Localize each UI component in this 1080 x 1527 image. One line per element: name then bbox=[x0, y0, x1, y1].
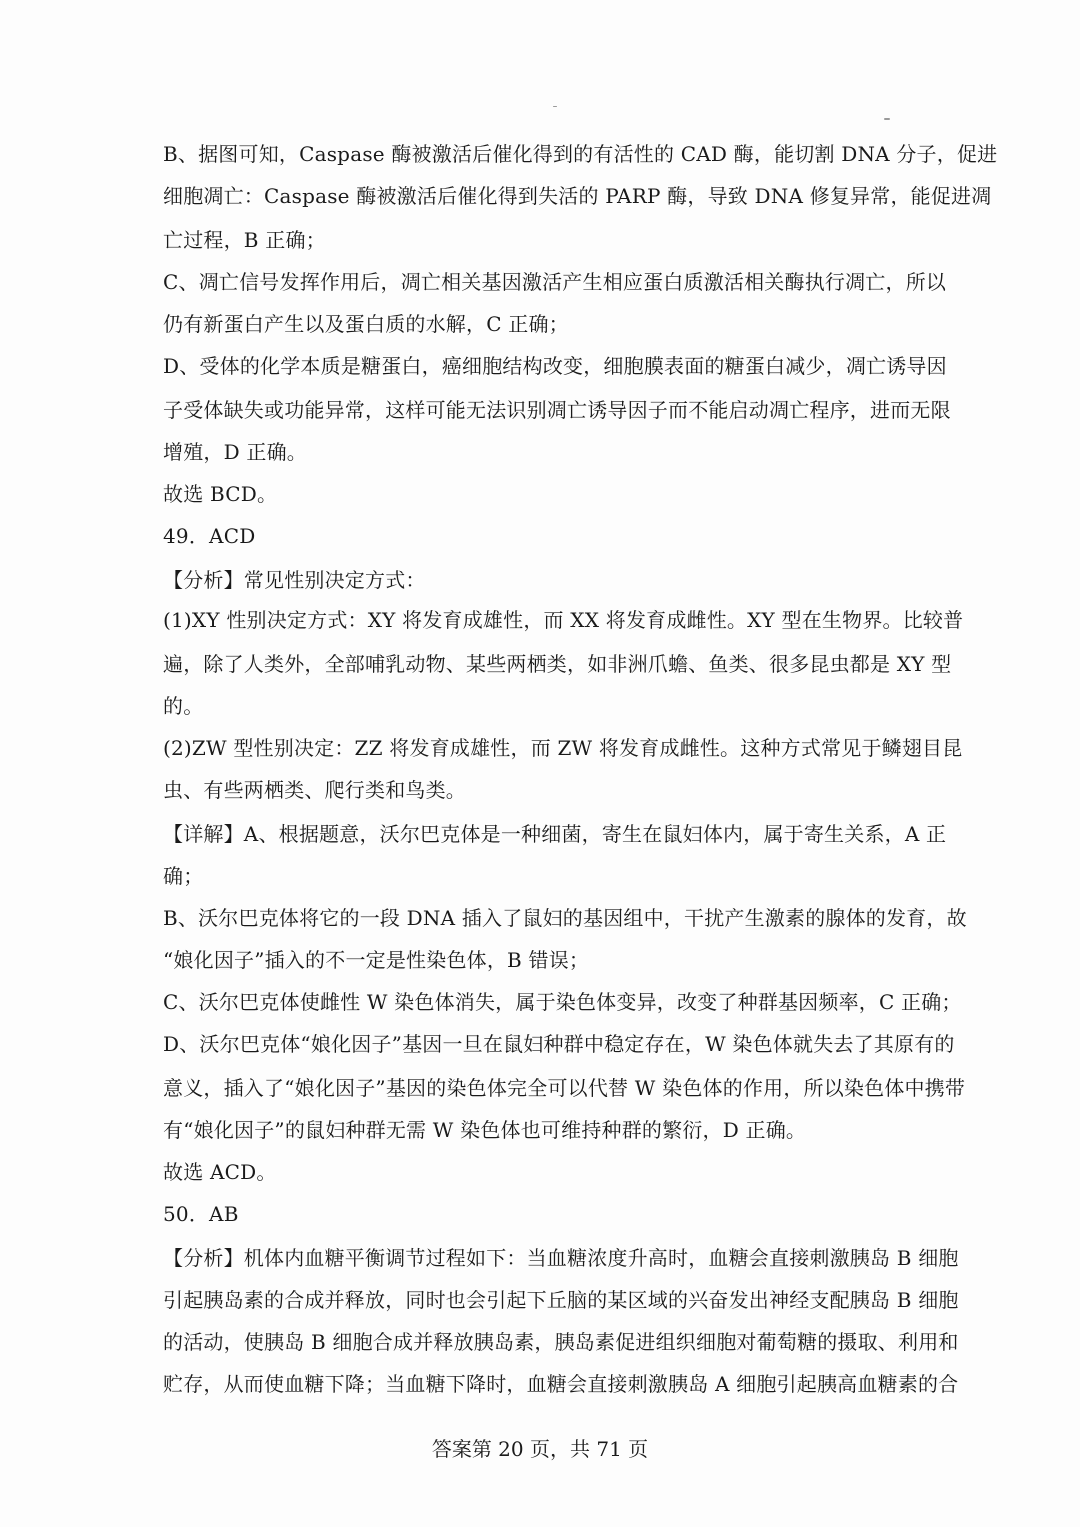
text-line: 【分析】常见性别决定方式： bbox=[163, 568, 426, 592]
page-footer: 答案第 20 页，共 71 页 bbox=[431, 1437, 649, 1461]
text-line: B、沃尔巴克体将它的一段 DNA 插入了鼠妇的基因组中，干扰产生激素的腺体的发育，故 bbox=[163, 906, 967, 930]
text-line: 意义，插入了“娘化因子”基因的染色体完全可以代替 W 染色体的作用，所以染色体中携带 bbox=[163, 1076, 966, 1100]
text-line: 【分析】机体内血糖平衡调节过程如下：当血糖浓度升高时，血糖会直接刺激胰岛 B 细胞 bbox=[163, 1246, 959, 1270]
text-line: 贮存，从而使血糖下降；当血糖下降时，血糖会直接刺激胰岛 A 细胞引起胰高血糖素的合 bbox=[163, 1372, 959, 1396]
text-line: D、受体的化学本质是糖蛋白，癌细胞结构改变，细胞膜表面的糖蛋白减少，凋亡诱导因 bbox=[163, 354, 947, 378]
text-line: 49．ACD bbox=[163, 524, 256, 548]
text-line: C、凋亡信号发挥作用后，凋亡相关基因激活产生相应蛋白质激活相关酶执行凋亡，所以 bbox=[163, 270, 947, 294]
text-line: 子受体缺失或功能异常，这样可能无法识别凋亡诱导因子而不能启动凋亡程序，进而无限 bbox=[163, 398, 951, 422]
text-line: B、据图可知，Caspase 酶被激活后催化得到的有活性的 CAD 酶，能切割 DNA 分子，促进 bbox=[163, 142, 998, 166]
scan-mark bbox=[553, 106, 557, 107]
text-line: 【详解】A、根据题意，沃尔巴克体是一种细菌，寄生在鼠妇体内，属于寄生关系，A 正 bbox=[163, 822, 947, 846]
text-line: 引起胰岛素的合成并释放，同时也会引起下丘脑的某区域的兴奋发出神经支配胰岛 B 细胞 bbox=[163, 1288, 959, 1312]
scan-mark bbox=[884, 118, 890, 120]
text-line: 仍有新蛋白产生以及蛋白质的水解，C 正确； bbox=[163, 312, 569, 336]
text-line: “娘化因子”插入的不一定是性染色体，B 错误； bbox=[163, 948, 590, 972]
text-line: (1)XY 性别决定方式：XY 将发育成雄性，而 XX 将发育成雌性。XY 型在生物界。比较普 bbox=[163, 608, 964, 632]
text-line: 确； bbox=[163, 864, 204, 888]
text-line: 的。 bbox=[163, 694, 204, 718]
text-line: 的活动，使胰岛 B 细胞合成并释放胰岛素，胰岛素促进组织细胞对葡萄糖的摄取、利用和 bbox=[163, 1330, 959, 1354]
text-line: 遍，除了人类外，全部哺乳动物、某些两栖类，如非洲爪蟾、鱼类、很多昆虫都是 XY 型 bbox=[163, 652, 952, 676]
text-line: 增殖，D 正确。 bbox=[163, 440, 307, 464]
text-line: 故选 BCD。 bbox=[163, 482, 278, 506]
text-line: 有“娘化因子”的鼠妇种群无需 W 染色体也可维持种群的繁衍，D 正确。 bbox=[163, 1118, 807, 1142]
text-line: C、沃尔巴克体使雌性 W 染色体消失，属于染色体变异，改变了种群基因频率，C 正确； bbox=[163, 990, 962, 1014]
text-line: 故选 ACD。 bbox=[163, 1160, 277, 1184]
text-line: (2)ZW 型性别决定：ZZ 将发育成雄性，而 ZW 将发育成雌性。这种方式常见于鳞翅目昆 bbox=[163, 736, 963, 760]
text-line: 细胞凋亡：Caspase 酶被激活后催化得到失活的 PARP 酶，导致 DNA 修复异常，能促进凋 bbox=[163, 184, 992, 208]
text-line: D、沃尔巴克体“娘化因子”基因一旦在鼠妇种群中稳定存在，W 染色体就失去了其原有的 bbox=[163, 1032, 955, 1056]
text-line: 虫、有些两栖类、爬行类和鸟类。 bbox=[163, 778, 466, 802]
text-line: 50．AB bbox=[163, 1202, 239, 1226]
text-line: 亡过程，B 正确； bbox=[163, 228, 326, 252]
